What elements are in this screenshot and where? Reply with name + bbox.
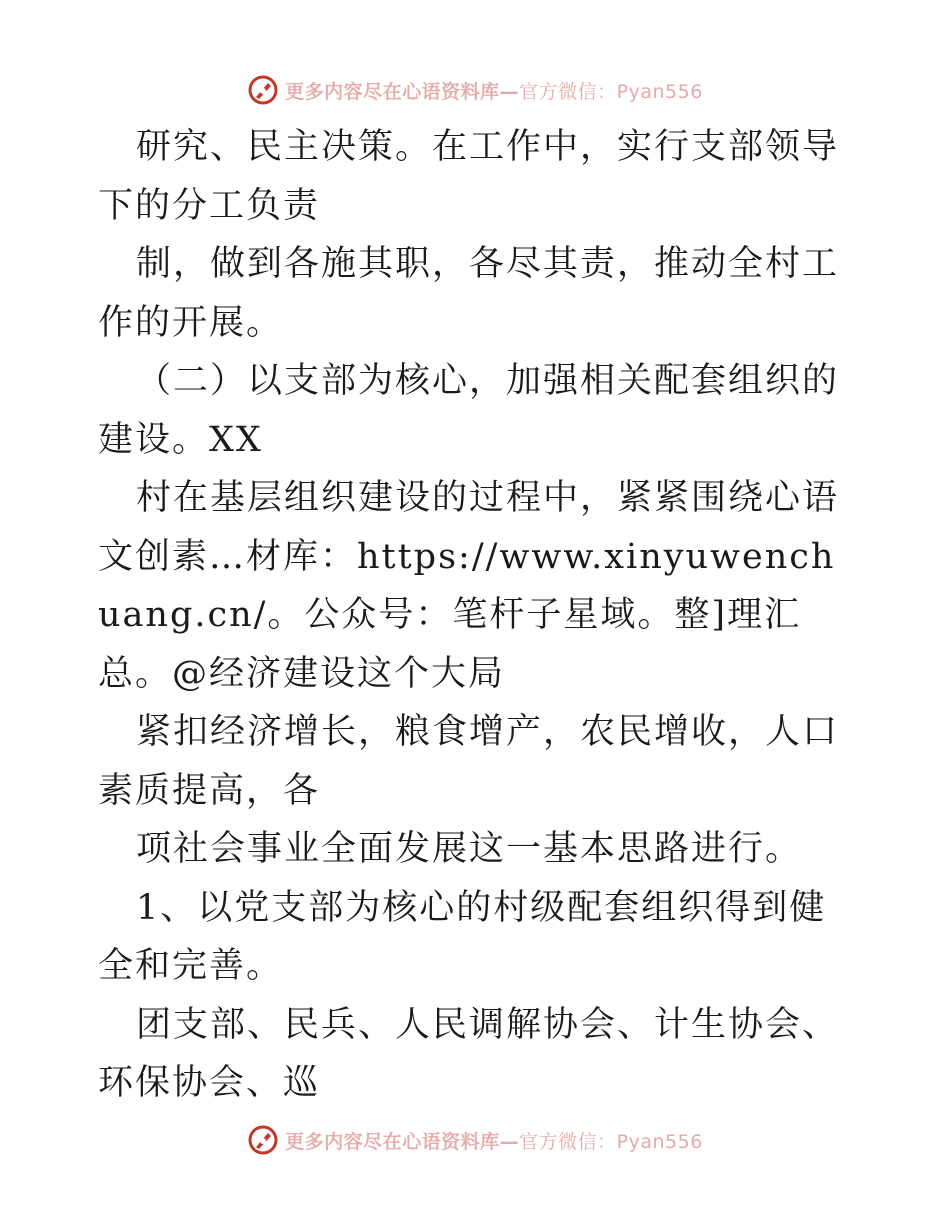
footer-watermark bbox=[0, 1120, 950, 1160]
paragraph: 项社会事业全面发展这一基本思路进行。 bbox=[136, 829, 803, 869]
document-body bbox=[98, 118, 853, 1113]
watermark-text: 更多内容尽在心语资料库—官方微信：Pyan556 bbox=[285, 80, 703, 103]
paragraph: 紧扣经济增长，粮食增产，农民增收，人口素质提高，各 bbox=[98, 712, 840, 811]
pen-logo-icon bbox=[247, 1124, 279, 1156]
paragraph: 制，做到各施其职，各尽其责，推动全村工作的开展。 bbox=[98, 244, 840, 343]
watermark-text: 更多内容尽在心语资料库—官方微信：Pyan556 bbox=[285, 1130, 703, 1153]
paragraph: （二）以支部为核心，加强相关配套组织的建设。XX bbox=[98, 361, 840, 460]
paragraph: 1、以党支部为核心的村级配套组织得到健全和完善。 bbox=[98, 887, 827, 986]
paragraph: 村在基层组织建设的过程中，紧紧围绕心语文创素…材库：https://www.xinyuwenchuang.cn/。公众号：笔杆子星域。整]理汇总。@经济建设这个大局 bbox=[98, 478, 840, 694]
paragraph: 研究、民主决策。在工作中，实行支部领导下的分工负责 bbox=[98, 127, 840, 226]
header-watermark bbox=[0, 70, 950, 110]
paragraph: 团支部、民兵、人民调解协会、计生协会、环保协会、巡 bbox=[98, 1004, 840, 1103]
pen-logo-icon bbox=[247, 74, 279, 106]
